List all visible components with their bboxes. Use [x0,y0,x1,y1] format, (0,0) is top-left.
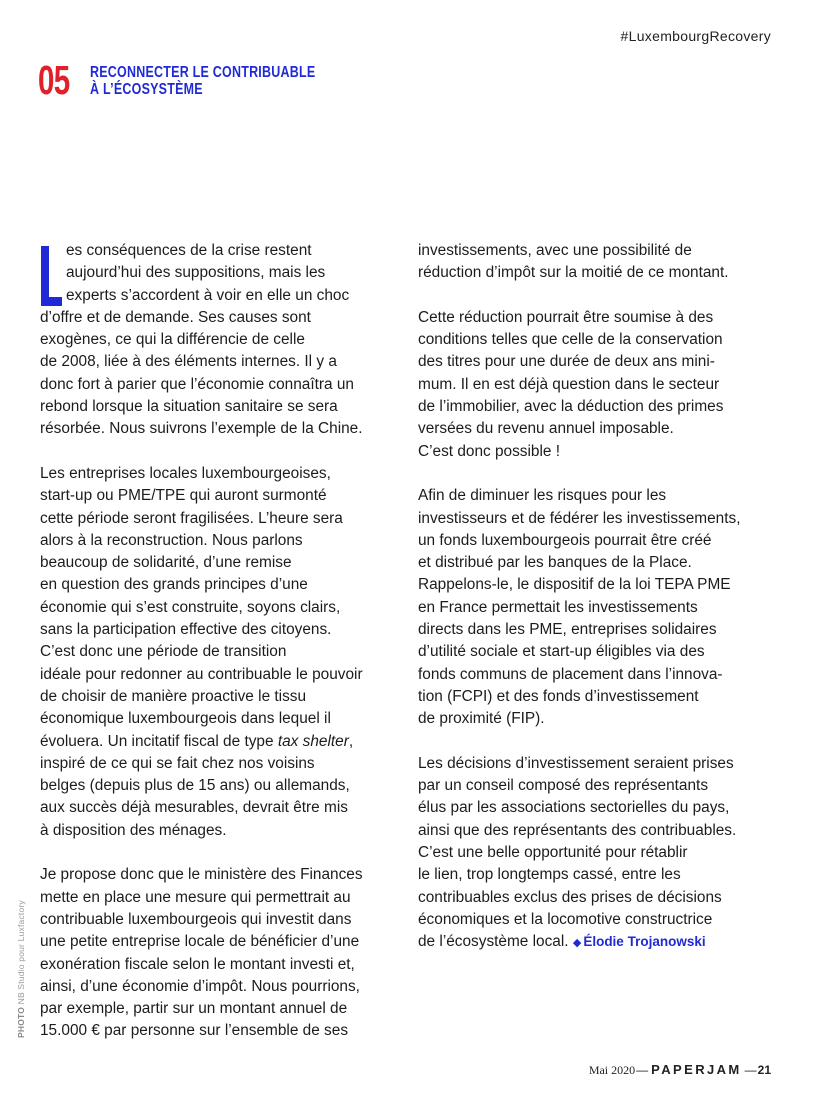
text-line: par un conseil composé des représentants [418,777,709,795]
text-line: conditions telles que celle de la conservation [418,331,723,349]
text-line: exonération fiscale selon le montant investi et, [40,955,355,973]
text-line: start-up ou PME/TPE qui auront surmonté [40,487,327,505]
text-line: mum. Il en est déjà question dans le secteur [418,375,720,393]
section-header [38,57,379,103]
paragraph-1 [40,240,402,441]
text-line: versées du revenu annuel imposable. [418,420,674,438]
text-line: économie qui s’est construite, soyons clairs, [40,598,341,616]
text-line: à disposition des ménages. [40,821,227,839]
paragraph-4 [418,240,780,285]
diamond-icon: ◆ [572,937,582,950]
article-left-column [40,240,402,1065]
text-line: de 2008, liée à des éléments internes. Il y a [40,353,337,371]
text-line: donc fort à parier que l’économie connaîtra un [40,375,354,393]
text-fragment: , [348,732,354,750]
text-line: investissements, avec une possibilité de [418,242,692,259]
text-line: un fonds luxembourgeois pourrait être créé [418,531,712,549]
paragraph-5 [418,307,780,463]
text-line: investisseurs et de fédérer les investissements, [418,509,741,527]
text-fragment: de l’écosystème local. [418,933,573,951]
text-line: de proximité (FIP). [418,710,545,728]
italic-term: tax shelter [277,732,349,750]
text-line: idéale pour redonner au contribuable le pouvoir [40,665,363,683]
paragraph-7 [418,753,780,955]
text-line: experts s’accordent à voir en elle un choc [66,286,350,304]
text-line: Cette réduction pourrait être soumise à des [418,308,714,326]
text-line: Les entreprises locales luxembourgeoises, [40,464,331,482]
text-line: d’offre et de demande. Ses causes sont [40,308,311,326]
text-line: en France permettait les investissements [418,598,698,616]
section-title-line-1: RECONNECTER LE CONTRIBUABLE [90,64,316,81]
text-line: d’utilité sociale et start-up éligibles via des [418,643,705,661]
text-line: tion (FCPI) et des fonds d’investissement [418,687,699,705]
text-line: en question des grands principes d’une [40,576,308,594]
photo-credit-text: NB Studio pour Luxfactory [16,900,26,1007]
text-line: contribuables exclus des prises de décisions [418,888,722,906]
text-line: directs dans les PME, entreprises solidaires [418,621,717,639]
page-footer [589,1062,771,1078]
text-line: et distribué par les banques de la Place. [418,554,692,572]
article-right-column [418,240,780,977]
text-line: réduction d’impôt sur la moitié de ce montant. [418,264,729,282]
text-line: de choisir de manière proactive le tissu [40,687,307,705]
text-line: sans la participation effective des citoyens. [40,621,332,639]
text-line: fonds communs de placement dans l’innova- [418,665,723,683]
section-title-line-2: À L’ÉCOSYSTÈME [90,81,203,98]
text-line: alors à la reconstruction. Nous parlons [40,531,303,549]
text-line: belges (depuis plus de 15 ans) ou allemands, [40,777,350,795]
text-line: es conséquences de la crise restent [66,242,312,259]
text-line: rebond lorsque la situation sanitaire se sera [40,398,338,416]
text-line: une petite entreprise locale de bénéficier d’une [40,933,360,951]
author-name: Élodie Trojanowski [583,934,706,950]
dropcap-letter [40,246,62,306]
text-line: mette en place une mesure qui permettrait au [40,888,351,906]
text-line: Afin de diminuer les risques pour les [418,487,667,505]
text-line: exogènes, ce qui la différencie de celle [40,331,305,349]
text-line: C’est une belle opportunité pour rétablir [418,844,688,862]
text-line: résorbée. Nous suivrons l’exemple de la Chine. [40,420,363,438]
text-line: aujourd’hui des suppositions, mais les [66,264,326,282]
section-title [90,64,379,98]
paragraph-6 [418,485,780,730]
text-line [418,931,780,954]
section-number: 05 [38,57,70,103]
text-line: beaucoup de solidarité, d’une remise [40,554,292,572]
text-line: économique luxembourgeois dans lequel il [40,710,331,728]
photo-credit [16,900,26,1038]
text-line [40,731,402,753]
page-number: 21 [757,1063,771,1077]
text-line: inspiré de ce qui se fait chez nos voisins [40,754,315,772]
text-line: de l’immobilier, avec la déduction des primes [418,398,724,416]
separator: — [636,1063,649,1077]
text-line: ainsi, d’une économie d’impôt. Nous pourrions, [40,977,360,995]
text-line: aux succès déjà mesurables, devrait être mis [40,799,348,817]
paragraph-3 [40,864,402,1042]
photo-credit-label: PHOTO [16,1006,26,1038]
text-fragment: évoluera. Un incitatif fiscal de type [40,732,278,750]
text-line: élus par les associations sectorielles du pays, [418,799,730,817]
text-line: C’est donc possible ! [418,442,561,460]
text-line: Les décisions d’investissement seraient prises [418,754,734,772]
text-line: économiques et la locomotive constructrice [418,910,713,928]
text-line: C’est donc une période de transition [40,643,287,661]
paragraph-2 [40,463,402,842]
issue-date: Mai 2020 [588,1063,636,1077]
magazine-name: PAPERJAM [651,1062,742,1077]
text-line: Rappelons-le, le dispositif de la loi TEPA PME [418,576,731,594]
text-line: cette période seront fragilisées. L’heure sera [40,509,343,527]
hashtag: #LuxembourgRecovery [620,28,771,44]
text-line: ainsi que des représentants des contribuables. [418,821,737,839]
text-line: le lien, trop longtemps cassé, entre les [418,866,681,884]
text-line: des titres pour une durée de deux ans mini- [418,353,715,371]
text-line: Je propose donc que le ministère des Finances [40,866,363,884]
text-line: 15.000 € par personne sur l’ensemble de ses [40,1022,349,1040]
text-line: contribuable luxembourgeois qui investit dans [40,910,352,928]
text-line: par exemple, partir sur un montant annuel de [40,1000,348,1018]
separator: — [744,1063,757,1077]
